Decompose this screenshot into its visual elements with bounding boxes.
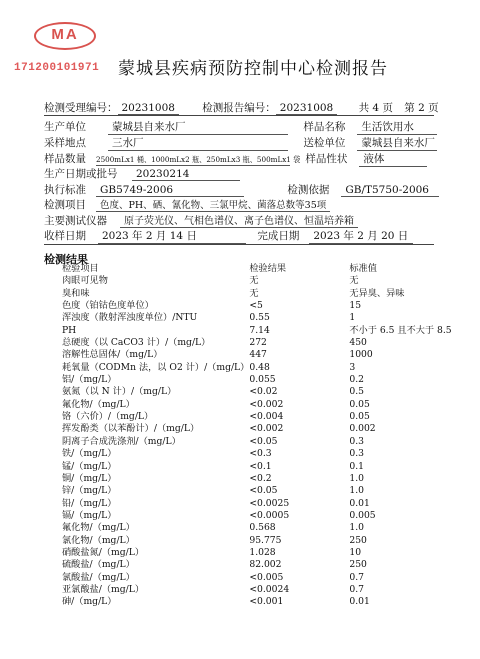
item-name-cell: 砷/（mg/L） bbox=[62, 596, 117, 608]
row-quantity bbox=[44, 151, 444, 167]
result-cell: 7.14 bbox=[249, 324, 270, 336]
page-number: 第 2 页 bbox=[404, 102, 439, 114]
standard-value: GB5749-2006 bbox=[96, 184, 244, 197]
table-row bbox=[62, 559, 469, 571]
standard-label: 执行标准 bbox=[44, 184, 86, 196]
table-row bbox=[62, 374, 469, 386]
basis-label: 检测依据 bbox=[287, 184, 330, 196]
standard-cell: 15 bbox=[349, 300, 362, 312]
standard-cell: 0.05 bbox=[349, 398, 370, 410]
item-name-cell: 肉眼可见物 bbox=[62, 275, 108, 287]
row-batch bbox=[44, 166, 444, 181]
result-cell: 82.002 bbox=[249, 559, 282, 571]
table-row bbox=[62, 436, 469, 448]
table-row bbox=[62, 498, 469, 510]
row-instruments bbox=[44, 212, 444, 228]
item-name-cell: 铬（六价）/（mg/L） bbox=[62, 411, 154, 423]
result-cell: 1.028 bbox=[249, 546, 276, 558]
result-cell: 0.48 bbox=[249, 361, 270, 373]
complete-date-value: 2023 年 2 月 20 日 bbox=[309, 228, 413, 244]
quantity-label: 样品数量 bbox=[44, 153, 86, 165]
report-no-label: 检测报告编号： bbox=[202, 102, 276, 114]
result-cell: <0.0025 bbox=[249, 497, 290, 509]
table-row bbox=[62, 411, 469, 423]
standard-cell: 1.0 bbox=[349, 485, 364, 497]
result-cell: <0.002 bbox=[249, 423, 284, 435]
result-cell: <0.001 bbox=[249, 596, 284, 608]
table-row bbox=[62, 386, 469, 398]
table-row bbox=[62, 485, 469, 497]
report-no-value: 20231008 bbox=[276, 102, 337, 115]
result-cell: 95.775 bbox=[249, 534, 282, 546]
sample-name-label: 样品名称 bbox=[303, 121, 346, 133]
standard-cell: 0.1 bbox=[349, 460, 364, 472]
item-name-cell: 铁/（mg/L） bbox=[62, 448, 117, 460]
table-row bbox=[62, 423, 469, 435]
accept-no-label: 检测受理编号： bbox=[44, 102, 118, 114]
item-name-cell: 臭和味 bbox=[62, 287, 90, 299]
standard-cell: 3 bbox=[349, 361, 356, 373]
results-heading: 检测结果 bbox=[44, 253, 88, 266]
row-dates bbox=[44, 228, 444, 244]
sample-name-value: 生活饮用水 bbox=[357, 119, 437, 135]
table-row bbox=[62, 547, 469, 559]
accept-no-value: 20231008 bbox=[118, 102, 179, 115]
result-cell: 0.55 bbox=[249, 312, 270, 324]
standard-cell: 10 bbox=[349, 546, 362, 558]
cma-cert-number: 171200101971 bbox=[14, 62, 100, 74]
standard-cell: 无 bbox=[349, 275, 359, 287]
standard-cell: 0.3 bbox=[349, 435, 364, 447]
results-table bbox=[62, 263, 469, 609]
standard-cell: 0.05 bbox=[349, 411, 370, 423]
standard-cell: 0.5 bbox=[349, 386, 364, 398]
table-header-row bbox=[62, 263, 469, 275]
basis-value: GB/T5750-2006 bbox=[341, 184, 439, 197]
item-name-cell: 亚氯酸盐/（mg/L） bbox=[62, 583, 145, 595]
item-name-cell: 氨氮（以 N 计）/（mg/L） bbox=[62, 386, 177, 398]
standard-cell: 0.01 bbox=[349, 497, 370, 509]
producer-value: 蒙城县自来水厂 bbox=[108, 119, 288, 135]
standard-cell: 无异臭、异味 bbox=[349, 287, 405, 299]
result-cell: <5 bbox=[249, 300, 263, 312]
table-row bbox=[62, 596, 469, 608]
nature-label: 样品性状 bbox=[305, 153, 348, 165]
standard-cell: 0.7 bbox=[349, 571, 364, 583]
table-row bbox=[62, 473, 469, 485]
item-name-cell: 浑浊度（散射浑浊度单位）/NTU bbox=[62, 312, 198, 324]
result-cell: <0.0005 bbox=[249, 509, 290, 521]
result-cell: 0.568 bbox=[249, 522, 276, 534]
item-name-cell: PH bbox=[62, 324, 77, 336]
complete-date-label: 完成日期 bbox=[257, 230, 300, 242]
pages-total: 共 4 页 bbox=[358, 102, 393, 114]
item-name-cell: 挥发酚类（以苯酚计）/（mg/L） bbox=[62, 423, 200, 435]
table-row bbox=[62, 522, 469, 534]
standard-cell: 1.0 bbox=[349, 472, 364, 484]
item-name-cell: 溶解性总固体/（mg/L） bbox=[62, 349, 163, 361]
item-name-cell: 锰/（mg/L） bbox=[62, 460, 117, 472]
header-standard: 标准值 bbox=[349, 263, 377, 274]
result-cell: 447 bbox=[249, 349, 267, 361]
result-cell: <0.0024 bbox=[249, 583, 290, 595]
sender-label: 送检单位 bbox=[303, 137, 346, 149]
item-name-cell: 硝酸盐氮/（mg/L） bbox=[62, 546, 145, 558]
item-name-cell: 铅/（mg/L） bbox=[62, 497, 117, 509]
standard-cell: 1.0 bbox=[349, 522, 364, 534]
item-name-cell: 耗氧量（CODMn 法，以 O2 计）/（mg/L） bbox=[62, 361, 250, 373]
result-cell: <0.1 bbox=[249, 460, 272, 472]
receive-date-value: 2023 年 2 月 14 日 bbox=[98, 228, 246, 244]
standard-cell: 450 bbox=[349, 337, 367, 349]
report-title: 蒙城县疾病预防控制中心检测报告 bbox=[118, 59, 388, 79]
header-item: 检验项目 bbox=[62, 263, 99, 274]
table-row bbox=[62, 300, 469, 312]
item-name-cell: 铝/（mg/L） bbox=[62, 374, 117, 386]
row-producer bbox=[44, 119, 444, 135]
table-row bbox=[62, 362, 469, 374]
result-cell: <0.3 bbox=[249, 448, 272, 460]
table-row bbox=[62, 399, 469, 411]
table-row bbox=[62, 572, 469, 584]
item-name-cell: 总硬度（以 CaCO3 计）/（mg/L） bbox=[62, 337, 211, 349]
sender-value: 蒙城县自来水厂 bbox=[357, 135, 437, 151]
result-cell: <0.002 bbox=[249, 398, 284, 410]
item-name-cell: 氯酸盐/（mg/L） bbox=[62, 571, 135, 583]
row-site bbox=[44, 135, 444, 151]
result-cell: 272 bbox=[249, 337, 267, 349]
result-cell: <0.05 bbox=[249, 485, 278, 497]
table-row bbox=[62, 510, 469, 522]
nature-value: 液体 bbox=[359, 151, 427, 167]
standard-cell: 不小于 6.5 且不大于 8.5 bbox=[349, 324, 452, 336]
standard-cell: 250 bbox=[349, 559, 367, 571]
producer-label: 生产单位 bbox=[44, 121, 86, 133]
item-name-cell: 铜/（mg/L） bbox=[62, 472, 117, 484]
row-standard bbox=[44, 182, 444, 197]
item-name-cell: 氟化物/（mg/L） bbox=[62, 522, 135, 534]
quantity-value: 2500mLx1 桶、1000mLx2 瓶、250mLx3 瓶、500mLx1 袋 bbox=[96, 155, 301, 164]
item-name-cell: 氟化物/（mg/L） bbox=[62, 398, 135, 410]
item-name-cell: 氯化物/（mg/L） bbox=[62, 534, 135, 546]
table-row bbox=[62, 275, 469, 287]
report-numbers-row bbox=[44, 100, 444, 115]
table-row bbox=[62, 584, 469, 596]
result-cell: <0.005 bbox=[249, 571, 284, 583]
result-cell: <0.02 bbox=[249, 386, 278, 398]
standard-cell: 1000 bbox=[349, 349, 373, 361]
item-name-cell: 色度（铂钴色度单位） bbox=[62, 300, 154, 312]
result-cell: <0.004 bbox=[249, 411, 284, 423]
table-row bbox=[62, 337, 469, 349]
fields-divider bbox=[44, 244, 434, 245]
batch-label: 生产日期或批号 bbox=[44, 168, 118, 180]
standard-cell: 1 bbox=[349, 312, 356, 324]
result-cell: <0.05 bbox=[249, 435, 278, 447]
result-cell: 无 bbox=[249, 275, 259, 287]
table-row bbox=[62, 312, 469, 324]
standard-cell: 0.002 bbox=[349, 423, 376, 435]
result-cell: 0.055 bbox=[249, 374, 276, 386]
row-items bbox=[44, 197, 444, 212]
table-row bbox=[62, 461, 469, 473]
standard-cell: 0.01 bbox=[349, 596, 370, 608]
table-row bbox=[62, 325, 469, 337]
standard-cell: 0.7 bbox=[349, 583, 364, 595]
instruments-value: 原子荧光仪、气相色谱仪、离子色谱仪、恒温培养箱 bbox=[120, 212, 358, 228]
receive-date-label: 收样日期 bbox=[44, 230, 86, 242]
item-name-cell: 镉/（mg/L） bbox=[62, 509, 117, 521]
result-cell: 无 bbox=[249, 287, 259, 299]
batch-value: 20230214 bbox=[132, 168, 240, 181]
items-label: 检测项目 bbox=[44, 199, 86, 211]
item-name-cell: 阴离子合成洗涤剂/（mg/L） bbox=[62, 435, 181, 447]
standard-cell: 0.3 bbox=[349, 448, 364, 460]
table-row bbox=[62, 349, 469, 361]
instruments-label: 主要测试仪器 bbox=[44, 215, 107, 227]
table-row bbox=[62, 448, 469, 460]
table-row bbox=[62, 288, 469, 300]
result-cell: <0.2 bbox=[249, 472, 272, 484]
standard-cell: 250 bbox=[349, 534, 367, 546]
standard-cell: 0.2 bbox=[349, 374, 364, 386]
items-value: 色度、PH、硒、氰化物、三氯甲烷、菌落总数等35项 bbox=[96, 197, 330, 212]
header-divider bbox=[44, 115, 434, 116]
table-row bbox=[62, 535, 469, 547]
site-label: 采样地点 bbox=[44, 137, 86, 149]
standard-cell: 0.005 bbox=[349, 509, 376, 521]
item-name-cell: 硫酸盐/（mg/L） bbox=[62, 559, 135, 571]
cma-stamp: MA bbox=[34, 22, 96, 50]
header-result: 检验结果 bbox=[249, 263, 287, 274]
item-name-cell: 锌/（mg/L） bbox=[62, 485, 117, 497]
site-value: 三水厂 bbox=[108, 135, 288, 151]
